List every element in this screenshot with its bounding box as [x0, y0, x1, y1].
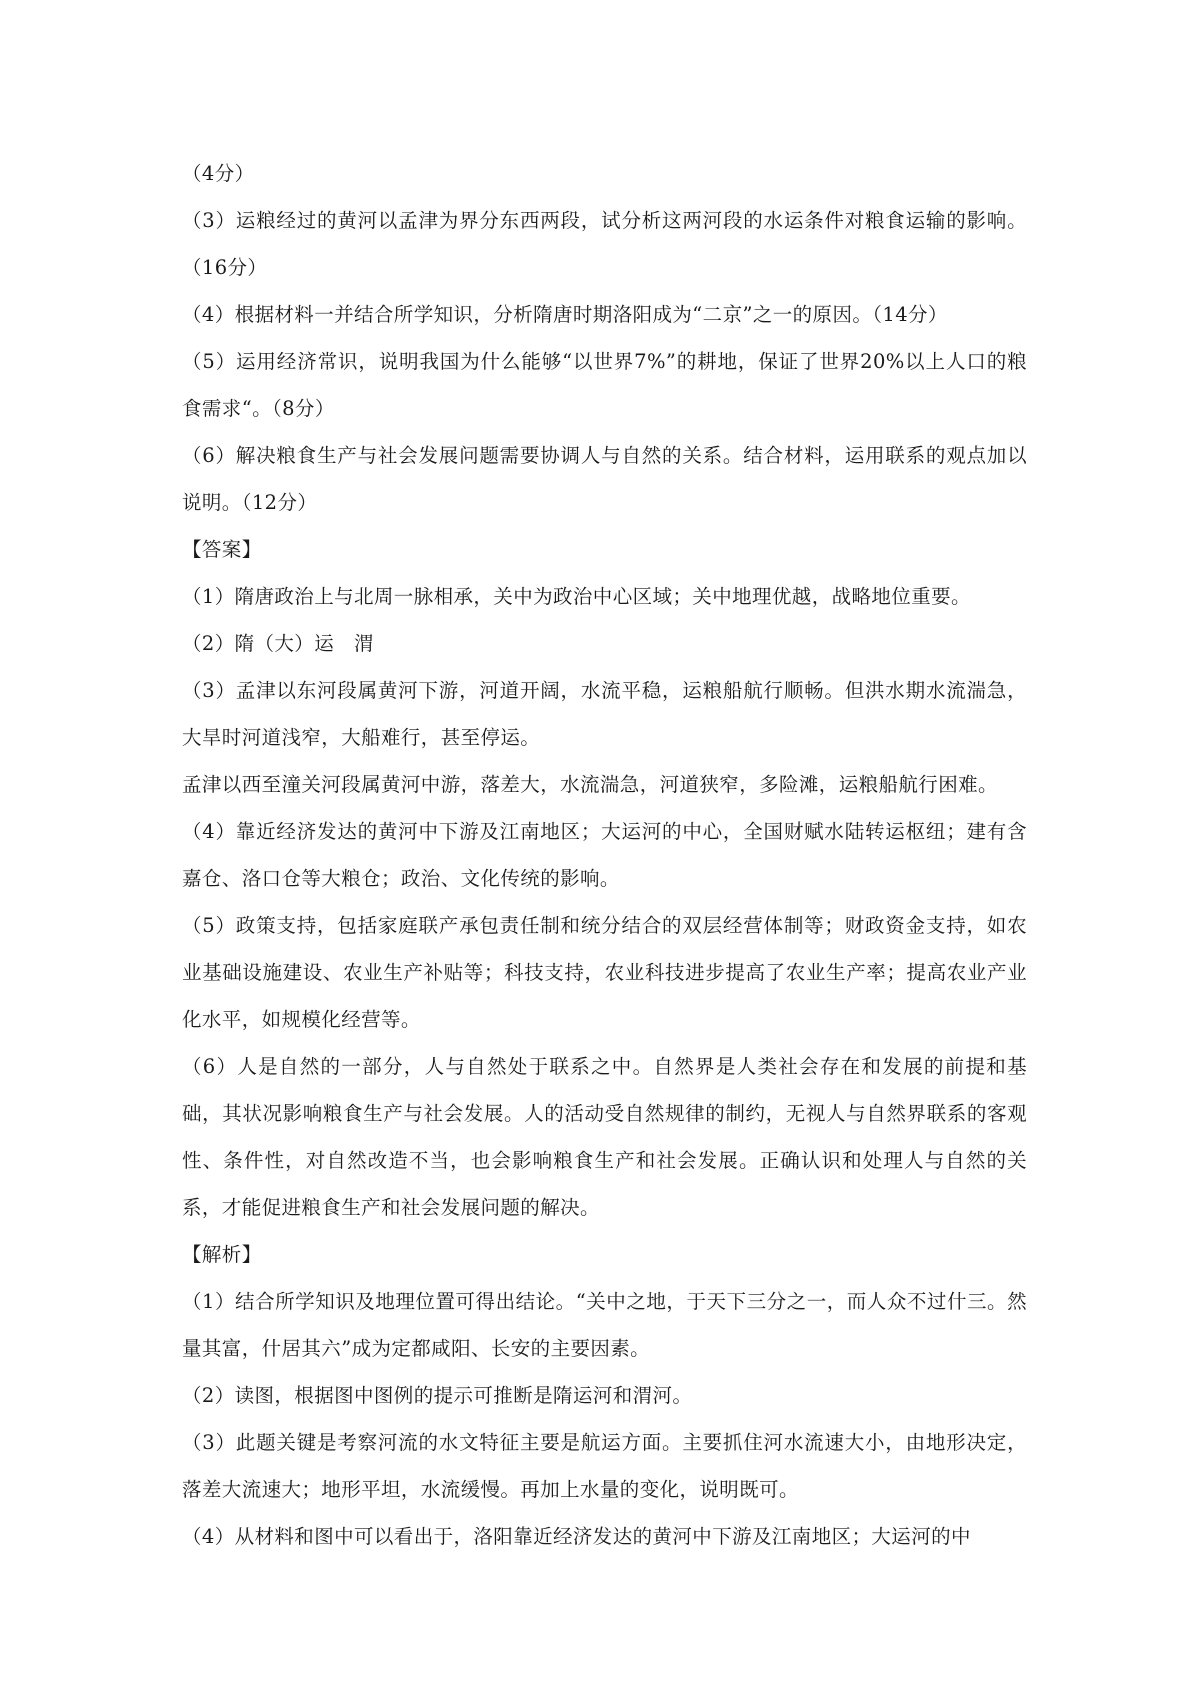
question-score-tail: （4分）: [182, 162, 255, 185]
answer-6: （6）人是自然的一部分，人与自然处于联系之中。自然界是人类社会存在和发展的前提和基础，其状况影响粮食生产与社会发展。人的活动受自然规律的制约，无视人与自然界联系的客观性、条件性，对自然改造不当，也会影响粮食生产和社会发展。正确认识和处理人与自然的关系，才能促进粮食生产和社会发展问题的解决。: [182, 1055, 1027, 1219]
answer-heading: 【答案】: [182, 538, 262, 561]
answer-3: （3）孟津以东河段属黄河下游，河道开阔，水流平稳，运粮船航行顺畅。但洪水期水流湍急，大旱时河道浅窄，大船难行，甚至停运。: [182, 679, 1027, 749]
answer-1: （1）隋唐政治上与北周一脉相承，关中为政治中心区域；关中地理优越，战略地位重要。: [182, 585, 971, 608]
analysis-3: （3）此题关键是考察河流的水文特征主要是航运方面。主要抓住河水流速大小，由地形决定，落差大流速大；地形平坦，水流缓慢。再加上水量的变化，说明既可。: [182, 1431, 1027, 1501]
analysis-1: （1）结合所学知识及地理位置可得出结论。“关中之地，于天下三分之一，而人众不过什三。然量其富，什居其六”成为定都咸阳、长安的主要因素。: [182, 1290, 1027, 1360]
question-3: （3）运粮经过的黄河以孟津为界分东西两段，试分析这两河段的水运条件对粮食运输的影响。（16分）: [182, 209, 1027, 279]
answer-4: （4）靠近经济发达的黄河中下游及江南地区；大运河的中心，全国财赋水陆转运枢纽；建有含嘉仓、洛口仓等大粮仓；政治、文化传统的影响。: [182, 820, 1027, 890]
answer-3-continued: 孟津以西至潼关河段属黄河中游，落差大，水流湍急，河道狭窄，多险滩，运粮船航行困难。: [182, 773, 998, 796]
analysis-2: （2）读图，根据图中图例的提示可推断是隋运河和渭河。: [182, 1384, 693, 1407]
analysis-heading: 【解析】: [182, 1243, 262, 1266]
question-4: （4）根据材料一并结合所学知识，分析隋唐时期洛阳成为“二京”之一的原因。（14分）: [182, 303, 948, 326]
analysis-4: （4）从材料和图中可以看出于，洛阳靠近经济发达的黄河中下游及江南地区；大运河的中: [182, 1525, 971, 1548]
document-body: [182, 150, 1027, 1560]
question-5: （5）运用经济常识，说明我国为什么能够“以世界7%”的耕地，保证了世界20%以上人口的粮食需求“。（8分）: [182, 350, 1027, 420]
answer-2: （2）隋（大）运 渭: [182, 632, 374, 655]
question-6: （6）解决粮食生产与社会发展问题需要协调人与自然的关系。结合材料，运用联系的观点加以说明。（12分）: [182, 444, 1027, 514]
answer-5: （5）政策支持，包括家庭联产承包责任制和统分结合的双层经营体制等；财政资金支持，如农业基础设施建设、农业生产补贴等；科技支持，农业科技进步提高了农业生产率；提高农业产业化水平，如规模化经营等。: [182, 914, 1027, 1031]
